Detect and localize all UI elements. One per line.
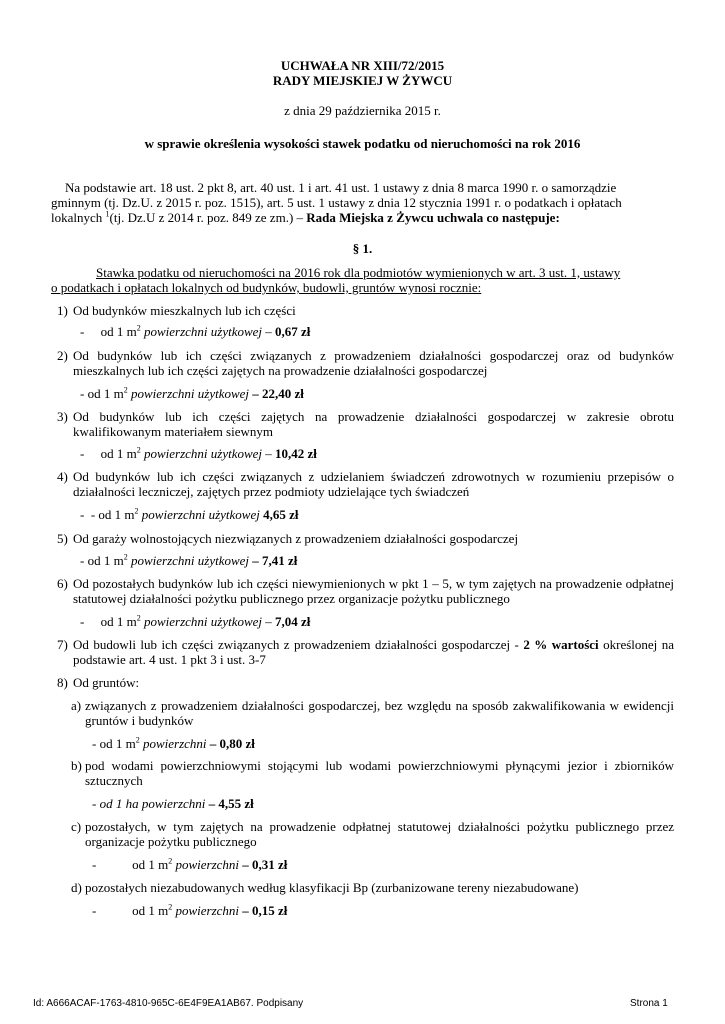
- rate-unit: powierzchni użytkowej: [140, 614, 263, 629]
- council-name: RADY MIEJSKIEJ W ŻYWCU: [272, 73, 453, 88]
- list-item: [57, 469, 674, 499]
- rate-separator: –: [249, 553, 263, 568]
- rate-unit: powierzchni: [139, 736, 207, 751]
- rate-prefix: - od 1 m: [92, 857, 169, 872]
- rate-line: [92, 857, 287, 872]
- rate-prefix: - od 1 m: [80, 324, 137, 339]
- unit-exponent: 2: [135, 735, 140, 745]
- item-text: Od gruntów:: [73, 675, 140, 690]
- list-item: [57, 303, 674, 318]
- section-intro: Stawka podatku od nieruchomości na 2016 rok dla podmiotów wymienionych w art. 3 ust. 1, ustawy: [96, 265, 621, 280]
- item-number: 2): [57, 348, 68, 363]
- item-text: Od budynków mieszkalnych lub ich części: [73, 303, 296, 318]
- list-item: [57, 348, 674, 378]
- rate-value: 4,55 zł: [218, 796, 254, 811]
- preamble-text: lokalnych: [51, 210, 106, 225]
- unit-exponent: 2: [123, 552, 128, 562]
- rate-separator: –: [262, 614, 276, 629]
- rate-unit: powierzchni: [172, 903, 240, 918]
- rate-unit: powierzchni użytkowej: [127, 553, 250, 568]
- list-item: [57, 576, 674, 606]
- subitem-text: pozostałych, w tym zajętych na prowadzenie odpłatnej statutowej działalności pożytku publicznego przez organizacje pożytku publicznego: [85, 819, 674, 849]
- list-item: [57, 637, 675, 667]
- item-number: 1): [57, 303, 68, 318]
- rate-prefix: - od 1 m: [92, 903, 169, 918]
- subitem-text: związanych z prowadzeniem działalności gospodarczej, bez względu na sposób zakwalifikowania w ewidencji gruntów i budynków: [85, 698, 674, 728]
- preamble-line: [51, 210, 560, 225]
- list-item: [57, 675, 674, 690]
- item-text-bold: 2 % wartości: [523, 637, 599, 652]
- rate-separator: –: [206, 736, 220, 751]
- rate-value: 10,42 zł: [275, 446, 317, 461]
- rate-unit: powierzchni użytkowej: [140, 324, 263, 339]
- section-heading: § 1.: [352, 241, 373, 256]
- document-id: Id: A666ACAF-1763-4810-965C-6E4F9EA1AB67. Podpisany: [33, 998, 304, 1009]
- unit-exponent: 2: [134, 506, 139, 516]
- subitem-letter: a): [71, 698, 82, 713]
- item-text: Od budynków lub ich części związanych z udzielaniem świadczeń zdrowotnych w rozumieniu przepisów o działalności leczniczej, zajętych przez podmioty udzielające tych świadczeń: [73, 469, 674, 499]
- unit-exponent: 2: [168, 902, 173, 912]
- item-number: 6): [57, 576, 68, 591]
- preamble-line: gminnym (tj. Dz.U. z 2015 r. poz. 1515), art. 5 ust. 1 ustawy z dnia 12 stycznia 1991 r. o podatkach i opłatach: [51, 195, 622, 210]
- rate-unit: powierzchni użytkowej: [138, 507, 260, 522]
- enacting-formula: Rada Miejska z Żywcu uchwala co następuje:: [306, 210, 560, 225]
- item-number: 8): [57, 675, 68, 690]
- rate-line: [92, 903, 287, 918]
- item-text: Od garaży wolnostojących niezwiązanych z prowadzeniem działalności gospodarczej: [73, 531, 519, 546]
- rate-line: [80, 614, 310, 629]
- rate-line: [80, 553, 297, 568]
- subitem-letter: c): [71, 819, 82, 834]
- unit-exponent: 2: [136, 613, 141, 623]
- rate-prefix: - od 1 m: [80, 446, 137, 461]
- resolution-subject: w sprawie określenia wysokości stawek podatku od nieruchomości na rok 2016: [144, 136, 581, 151]
- unit-exponent: 2: [168, 856, 173, 866]
- list-item: [57, 531, 674, 546]
- section-intro: o podatkach i opłatach lokalnych od budynków, budowli, gruntów wynosi rocznie:: [51, 280, 482, 295]
- rate-line: [80, 386, 304, 401]
- item-text-part: Od budowli lub ich części związanych z prowadzeniem działalności gospodarczej -: [73, 637, 524, 652]
- rate-prefix: - od 1 m: [80, 386, 124, 401]
- subitem-text: pozostałych niezabudowanych według klasyfikacji Bp (zurbanizowane tereny niezabudowane): [85, 880, 579, 895]
- unit-exponent: 2: [136, 445, 141, 455]
- list-item: [57, 409, 674, 439]
- item-text: Od budynków lub ich części związanych z prowadzeniem działalności gospodarczej oraz od budynków mieszkalnych lub ich części zajętych na prowadzenie działalności gospodarczej: [73, 348, 674, 378]
- item-text: Od pozostałych budynków lub ich części niewymienionych w pkt 1 – 5, w tym zajętych na prowadzenie odpłatnej statutowej działalności pożytku publicznego przez organizacje pożytku publicznego: [73, 576, 674, 606]
- rate-value: 0,67 zł: [275, 324, 311, 339]
- rate-value: 0,31 zł: [252, 857, 288, 872]
- item-number: 7): [57, 637, 68, 652]
- rate-separator: –: [205, 796, 219, 811]
- page-number: Strona 1: [630, 998, 668, 1009]
- rate-separator: –: [262, 446, 276, 461]
- subitem-letter: d): [71, 880, 82, 895]
- rate-line: [80, 324, 310, 339]
- rate-unit: powierzchni użytkowej: [127, 386, 250, 401]
- unit-exponent: 2: [123, 385, 128, 395]
- rate-separator: –: [239, 903, 253, 918]
- item-text: [73, 637, 674, 667]
- rate-line: [92, 796, 254, 811]
- rate-prefix: - od 1 m: [80, 553, 124, 568]
- preamble-text: (tj. Dz.U z 2014 r. poz. 849 ze zm.) –: [109, 210, 307, 225]
- item-number: 4): [57, 469, 68, 484]
- rate-line: [92, 736, 255, 751]
- rate-line: [80, 507, 299, 522]
- rate-value: 4,65 zł: [263, 507, 299, 522]
- rate-unit: powierzchni: [172, 857, 240, 872]
- item-text-part: określonej na podstawie art. 4 ust. 1 pkt 3 i ust. 3-7: [73, 637, 675, 667]
- resolution-title: [0, 58, 725, 88]
- rate-prefix: - - od 1 m: [80, 507, 135, 522]
- rate-prefix: - od 1 m: [80, 614, 137, 629]
- rate-unit: powierzchni użytkowej: [140, 446, 263, 461]
- rate-value: 7,04 zł: [275, 614, 311, 629]
- unit-exponent: 2: [136, 323, 141, 333]
- item-number: 5): [57, 531, 68, 546]
- resolution-date: z dnia 29 października 2015 r.: [284, 103, 441, 118]
- rate-value: 22,40 zł: [262, 386, 304, 401]
- sub-list-item: [71, 880, 674, 895]
- sub-list-item: [71, 758, 674, 788]
- rate-value: 0,80 zł: [219, 736, 255, 751]
- rate-separator: –: [262, 324, 276, 339]
- sub-list-item: [71, 819, 674, 849]
- rate-value: 0,15 zł: [252, 903, 288, 918]
- sub-list-item: [71, 698, 674, 728]
- item-text: Od budynków lub ich części zajętych na prowadzenie działalności gospodarczej w zakresie obrotu kwalifikowanym materiałem siewnym: [73, 409, 674, 439]
- rate-line: [80, 446, 317, 461]
- subitem-text: pod wodami powierzchniowymi stojącymi lub wodami powierzchniowymi płynącymi jezior i zbiorników sztucznych: [85, 758, 674, 788]
- footnote-marker: 1: [105, 209, 110, 219]
- rate-prefix: - od 1 m: [92, 736, 136, 751]
- preamble-line: Na podstawie art. 18 ust. 2 pkt 8, art. 40 ust. 1 i art. 41 ust. 1 ustawy z dnia 8 marca 1990 r. o samorządzie: [65, 180, 617, 195]
- rate-unit: powierzchni: [138, 796, 206, 811]
- subitem-letter: b): [71, 758, 82, 773]
- rate-prefix: - od 1 ha: [92, 796, 139, 811]
- rate-value: 7,41 zł: [262, 553, 298, 568]
- item-number: 3): [57, 409, 68, 424]
- rate-separator: –: [249, 386, 263, 401]
- resolution-number: UCHWAŁA NR XIII/72/2015: [280, 58, 445, 73]
- rate-separator: –: [239, 857, 253, 872]
